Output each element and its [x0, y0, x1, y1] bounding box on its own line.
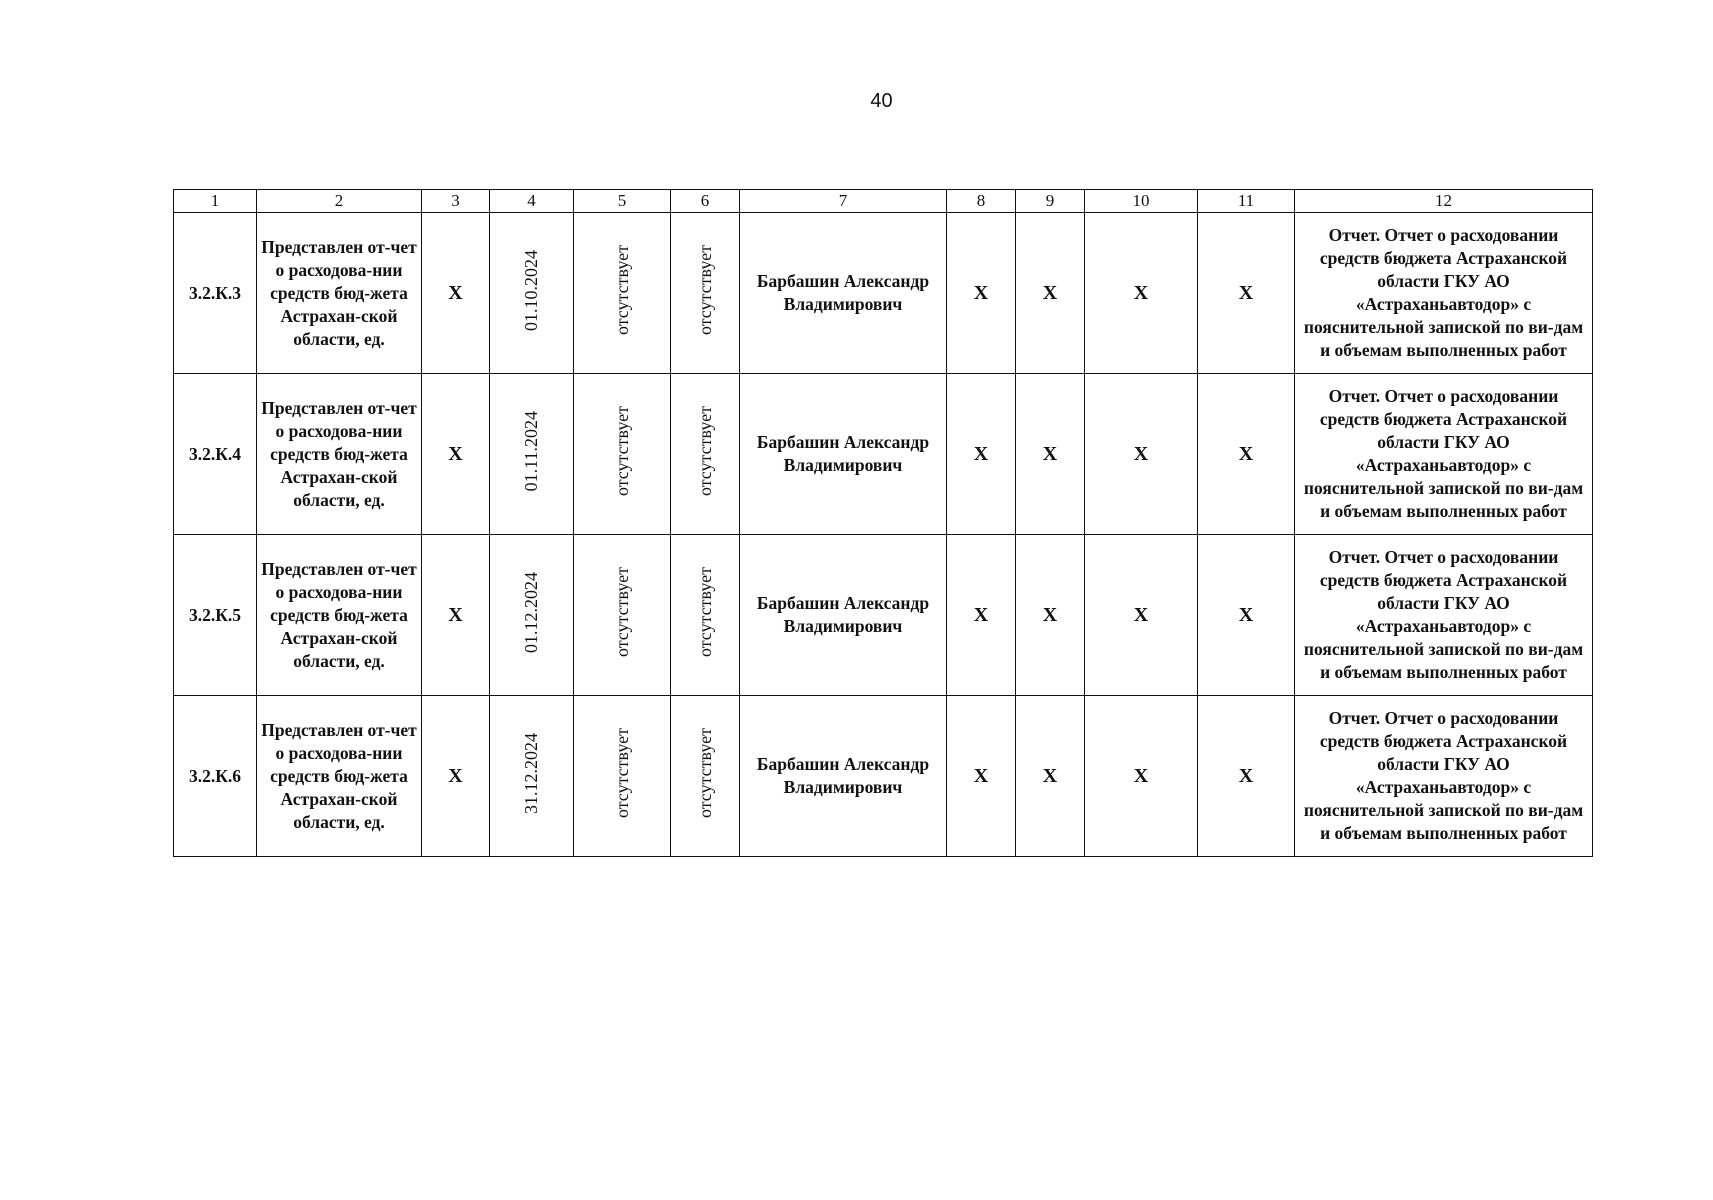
row-col8: X — [947, 696, 1016, 857]
header-cell: 1 — [174, 190, 257, 213]
row-code: 3.2.К.5 — [174, 535, 257, 696]
row-col11: X — [1198, 374, 1295, 535]
row-code: 3.2.К.4 — [174, 374, 257, 535]
row-col5-cell — [574, 213, 671, 374]
row-col6: отсутствует — [694, 566, 715, 658]
row-code: 3.2.К.3 — [174, 213, 257, 374]
page-number: 40 — [870, 90, 893, 112]
row-code: 3.2.К.6 — [174, 696, 257, 857]
row-col3: X — [422, 374, 490, 535]
header-cell: 12 — [1295, 190, 1593, 213]
header-cell: 3 — [422, 190, 490, 213]
row-date: 31.12.2024 — [521, 732, 541, 814]
row-responsible: Барбашин Александр Владимирович — [740, 374, 947, 535]
row-col3: X — [422, 696, 490, 857]
row-date: 01.10.2024 — [521, 249, 541, 331]
table-row — [174, 213, 1593, 374]
row-col6-cell — [671, 374, 740, 535]
row-result: Отчет. Отчет о расходовании средств бюджета Астраханской области ГКУ АО «Астраханьавтодор» с пояснительной запиской по ви-дам и объемам выполненных работ — [1295, 696, 1593, 857]
row-col6: отсутствует — [694, 405, 715, 497]
row-col5-cell — [574, 696, 671, 857]
header-cell: 5 — [574, 190, 671, 213]
row-col10: X — [1085, 535, 1198, 696]
row-col10: X — [1085, 696, 1198, 857]
table-row — [174, 696, 1593, 857]
row-col6-cell — [671, 535, 740, 696]
row-responsible: Барбашин Александр Владимирович — [740, 213, 947, 374]
row-col9: X — [1016, 535, 1085, 696]
row-result: Отчет. Отчет о расходовании средств бюджета Астраханской области ГКУ АО «Астраханьавтодор» с пояснительной запиской по ви-дам и объемам выполненных работ — [1295, 535, 1593, 696]
header-cell: 7 — [740, 190, 947, 213]
row-col5-cell — [574, 374, 671, 535]
row-responsible: Барбашин Александр Владимирович — [740, 535, 947, 696]
row-description: Представлен от-чет о расходова-нии средств бюд-жета Астрахан-ской области, ед. — [257, 535, 422, 696]
row-col9: X — [1016, 374, 1085, 535]
header-cell: 2 — [257, 190, 422, 213]
row-result: Отчет. Отчет о расходовании средств бюджета Астраханской области ГКУ АО «Астраханьавтодор» с пояснительной запиской по ви-дам и объемам выполненных работ — [1295, 374, 1593, 535]
row-col9: X — [1016, 213, 1085, 374]
header-cell: 8 — [947, 190, 1016, 213]
row-date-cell — [490, 535, 574, 696]
row-col10: X — [1085, 213, 1198, 374]
row-result: Отчет. Отчет о расходовании средств бюджета Астраханской области ГКУ АО «Астраханьавтодор» с пояснительной запиской по ви-дам и объемам выполненных работ — [1295, 213, 1593, 374]
header-cell: 11 — [1198, 190, 1295, 213]
row-col8: X — [947, 374, 1016, 535]
header-cell: 6 — [671, 190, 740, 213]
row-col5-cell — [574, 535, 671, 696]
row-description: Представлен от-чет о расходова-нии средств бюд-жета Астрахан-ской области, ед. — [257, 213, 422, 374]
row-col6: отсутствует — [694, 244, 715, 336]
row-col6-cell — [671, 696, 740, 857]
row-col8: X — [947, 535, 1016, 696]
table-row — [174, 374, 1593, 535]
row-col11: X — [1198, 696, 1295, 857]
row-col11: X — [1198, 213, 1295, 374]
row-responsible: Барбашин Александр Владимирович — [740, 696, 947, 857]
row-description: Представлен от-чет о расходова-нии средств бюд-жета Астрахан-ской области, ед. — [257, 696, 422, 857]
row-col8: X — [947, 213, 1016, 374]
report-table — [173, 189, 1593, 857]
row-col5: отсутствует — [611, 566, 632, 658]
header-cell: 4 — [490, 190, 574, 213]
row-col9: X — [1016, 696, 1085, 857]
row-col11: X — [1198, 535, 1295, 696]
table-row — [174, 535, 1593, 696]
row-date: 01.12.2024 — [521, 571, 541, 653]
header-row — [174, 190, 1593, 213]
row-col10: X — [1085, 374, 1198, 535]
row-date: 01.11.2024 — [521, 410, 541, 492]
row-col5: отсутствует — [611, 244, 632, 336]
row-date-cell — [490, 696, 574, 857]
row-col3: X — [422, 535, 490, 696]
header-cell: 9 — [1016, 190, 1085, 213]
row-col5: отсутствует — [611, 727, 632, 819]
row-col6-cell — [671, 213, 740, 374]
row-col3: X — [422, 213, 490, 374]
row-date-cell — [490, 374, 574, 535]
row-col6: отсутствует — [694, 727, 715, 819]
row-description: Представлен от-чет о расходова-нии средств бюд-жета Астрахан-ской области, ед. — [257, 374, 422, 535]
row-col5: отсутствует — [611, 405, 632, 497]
row-date-cell — [490, 213, 574, 374]
header-cell: 10 — [1085, 190, 1198, 213]
